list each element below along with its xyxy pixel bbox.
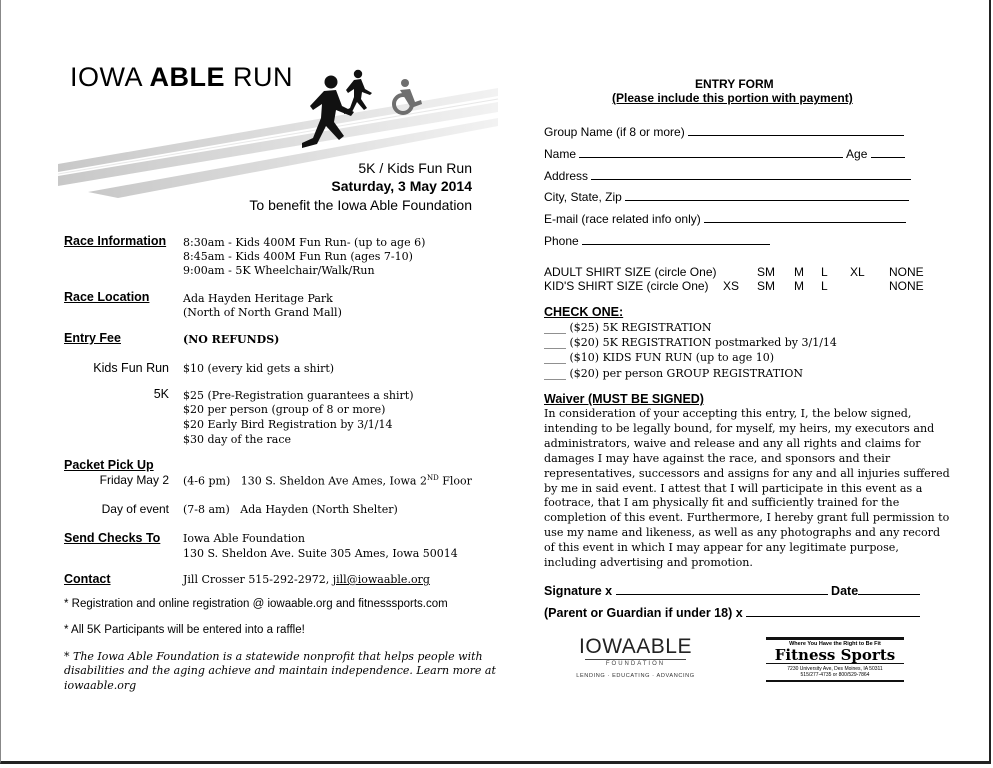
about-note-line: iowaable.org — [64, 679, 137, 692]
fivek-fee-label: 5K — [153, 387, 169, 401]
checkbox-blank[interactable]: ____ — [544, 321, 566, 334]
entry-fee-label: Entry Fee — [64, 331, 121, 345]
fitness-logo-phone: 515/277-4735 or 800/529-7864 — [800, 672, 870, 678]
date-field[interactable] — [858, 582, 920, 595]
registration-option[interactable] — [544, 367, 803, 380]
guardian-signature-field[interactable] — [746, 604, 920, 617]
waiver-line: use my name and likeness, as well as any photographs and any record — [544, 526, 941, 540]
child-runner-icon — [344, 70, 372, 114]
waiver-text — [544, 407, 950, 571]
packet-friday-sup: ND — [426, 474, 439, 482]
waiver-line: damages I may have against the race, and sponsors and their — [544, 451, 891, 465]
signature-row — [544, 582, 920, 598]
waiver-line: representatives, successors and assigns for any and all injuries suffered — [544, 466, 950, 480]
guardian-row — [544, 604, 920, 620]
checkbox-blank[interactable]: ____ — [544, 336, 566, 349]
age-field[interactable] — [871, 145, 905, 158]
contact-detail — [183, 573, 430, 586]
kid-size-option[interactable]: M — [794, 279, 804, 293]
about-note-line: * The Iowa Able Foundation is a statewide nonprofit that helps people with — [64, 650, 483, 663]
option-label: ($20) per person GROUP REGISTRATION — [569, 367, 804, 380]
packet-event-detail — [183, 503, 398, 516]
waiver-title: Waiver (MUST BE SIGNED) — [544, 392, 704, 406]
phone-label: Phone — [544, 234, 579, 248]
checks-line: 130 S. Sheldon Ave. Suite 305 Ames, Iowa 50014 — [183, 547, 458, 560]
address-row — [544, 167, 911, 183]
packet-event-label: Day of event — [101, 502, 169, 516]
event-date: Saturday, 3 May 2014 — [331, 178, 472, 194]
email-row — [544, 210, 906, 226]
kid-size-option[interactable]: XS — [723, 279, 740, 293]
race-location-line: (North of North Grand Mall) — [183, 306, 342, 319]
phone-row — [544, 232, 770, 248]
adult-size-option[interactable]: M — [794, 265, 804, 279]
kid-size-option[interactable]: L — [821, 279, 828, 293]
phone-field[interactable] — [582, 232, 770, 245]
registration-option[interactable] — [544, 351, 774, 364]
iowaable-logo-tag: LENDING · EDUCATING · ADVANCING — [576, 673, 695, 679]
checks-line: Iowa Able Foundation — [183, 532, 306, 545]
date-label: Date — [831, 584, 859, 598]
group-name-row — [544, 123, 904, 139]
waiver-line: of this event in which I may appear for any legitimate purpose, — [544, 541, 899, 555]
waiver-line: intending to be legally bound, for myself, my heirs, my executors and — [544, 421, 935, 435]
waiver-line: by me in said event. I attest that I will participate in this event as a — [544, 481, 923, 495]
fitness-logo-top: Where You Have the Right to Be Fit — [789, 641, 881, 647]
race-info-line: 9:00am - 5K Wheelchair/Walk/Run — [183, 264, 375, 277]
race-location-line: Ada Hayden Heritage Park — [183, 292, 333, 305]
packet-friday-label: Friday May 2 — [99, 473, 169, 487]
checks-label: Send Checks To — [64, 531, 161, 545]
adult-size-option[interactable]: L — [821, 265, 828, 279]
city-field[interactable] — [625, 188, 909, 201]
registration-option[interactable] — [544, 321, 712, 334]
title-light: IOWA — [70, 62, 142, 92]
fivek-fee-line: $30 day of the race — [183, 433, 291, 446]
name-row — [544, 145, 905, 161]
kid-size-option[interactable]: NONE — [889, 279, 924, 293]
signature-label: Signature x — [544, 584, 613, 598]
contact-email-link[interactable]: jill@iowaable.org — [332, 573, 430, 586]
fivek-fee-line: $20 per person (group of 8 or more) — [183, 403, 386, 416]
name-field[interactable] — [579, 145, 843, 158]
registration-option[interactable] — [544, 336, 837, 349]
option-label: ($20) 5K REGISTRATION postmarked by 3/1/14 — [569, 336, 837, 349]
waiver-line: including advertising and promotion. — [544, 556, 753, 570]
adult-shirt-label: ADULT SHIRT SIZE (circle One) — [544, 265, 717, 279]
about-note-line: disabilities and the aging achieve and maintain independence. Learn more at — [64, 664, 496, 677]
title-bold: ABLE — [149, 62, 226, 92]
address-field[interactable] — [591, 167, 911, 180]
signature-field[interactable] — [616, 582, 828, 595]
waiver-line: footrace, that I am physically fit and sufficiently trained for the — [544, 496, 900, 510]
checkbox-blank[interactable]: ____ — [544, 351, 566, 364]
event-subtitle: 5K / Kids Fun Run — [358, 160, 472, 176]
email-label: E-mail (race related info only) — [544, 212, 701, 226]
kids-fee-label: Kids Fun Run — [93, 361, 169, 375]
race-info-line: 8:45am - Kids 400M Fun Run (ages 7-10) — [183, 250, 413, 263]
no-refunds-note: (NO REFUNDS) — [183, 333, 280, 346]
adult-size-option[interactable]: XL — [850, 265, 865, 279]
packet-friday-addr: 130 S. Sheldon Ave Ames, Iowa 2 — [240, 474, 427, 488]
check-one-label: CHECK ONE: — [544, 305, 624, 319]
contact-label: Contact — [64, 572, 111, 586]
packet-event-time: (7-8 am) — [183, 503, 230, 516]
registration-note: * Registration and online registration @ iowaable.org and fitnesssports.com — [64, 598, 448, 610]
event-benefit: To benefit the Iowa Able Foundation — [249, 197, 472, 213]
guardian-label: (Parent or Guardian if under 18) x — [544, 606, 743, 620]
city-label: City, State, Zip — [544, 190, 622, 204]
raffle-note: * All 5K Participants will be entered into a raffle! — [64, 624, 305, 636]
packet-friday-detail — [183, 474, 472, 488]
packet-friday-time: (4-6 pm) — [183, 474, 231, 488]
city-row — [544, 188, 909, 204]
email-field[interactable] — [704, 210, 906, 223]
option-label: ($25) 5K REGISTRATION — [569, 321, 712, 334]
adult-size-option[interactable]: NONE — [889, 265, 924, 279]
contact-text: Jill Crosser 515-292-2972, — [183, 573, 330, 586]
group-name-label: Group Name (if 8 or more) — [544, 125, 685, 139]
adult-size-option[interactable]: SM — [757, 265, 775, 279]
kids-fee-value: $10 (every kid gets a shirt) — [183, 362, 335, 375]
fitness-logo-name: Fitness Sports — [766, 647, 904, 664]
kid-size-option[interactable]: SM — [757, 279, 775, 293]
race-location-label: Race Location — [64, 290, 150, 304]
checkbox-blank[interactable]: ____ — [544, 367, 566, 380]
packet-event-place: Ada Hayden (North Shelter) — [240, 503, 398, 516]
race-info-line: 8:30am - Kids 400M Fun Run- (up to age 6) — [183, 236, 426, 249]
fivek-fee-line: $20 Early Bird Registration by 3/1/14 — [183, 418, 393, 431]
iowaable-logo-sub: FOUNDATION — [585, 659, 686, 667]
waiver-line: completion of this event. Furthermore, I hereby grant full permission to — [544, 511, 950, 525]
waiver-line: administrators, waive and release and any all rights and claims for — [544, 436, 921, 450]
title-end: RUN — [233, 62, 294, 92]
packet-friday-floor: Floor — [442, 474, 472, 488]
race-info-label: Race Information — [64, 234, 167, 248]
age-label: Age — [846, 147, 868, 161]
packet-label: Packet Pick Up — [64, 458, 154, 472]
name-label: Name — [544, 147, 577, 161]
waiver-line: In consideration of your accepting this entry, I, the below signed, — [544, 407, 912, 420]
group-name-field[interactable] — [688, 123, 904, 136]
fitness-sports-logo — [766, 637, 904, 682]
address-label: Address — [544, 169, 589, 183]
option-label: ($10) KIDS FUN RUN (up to age 10) — [569, 351, 775, 364]
fivek-fee-line: $25 (Pre-Registration guarantees a shirt) — [183, 389, 414, 402]
iowaable-logo-name: IOWAABLE — [579, 635, 692, 658]
fitness-logo-addr: 7230 University Ave, Des Moines, IA 50311 — [787, 666, 883, 672]
kid-shirt-label: KID'S SHIRT SIZE (circle One) — [544, 279, 709, 293]
form-subtitle: (Please include this portion with payment) — [612, 91, 853, 105]
iowaable-logo — [573, 636, 698, 679]
form-title: ENTRY FORM — [695, 77, 774, 91]
